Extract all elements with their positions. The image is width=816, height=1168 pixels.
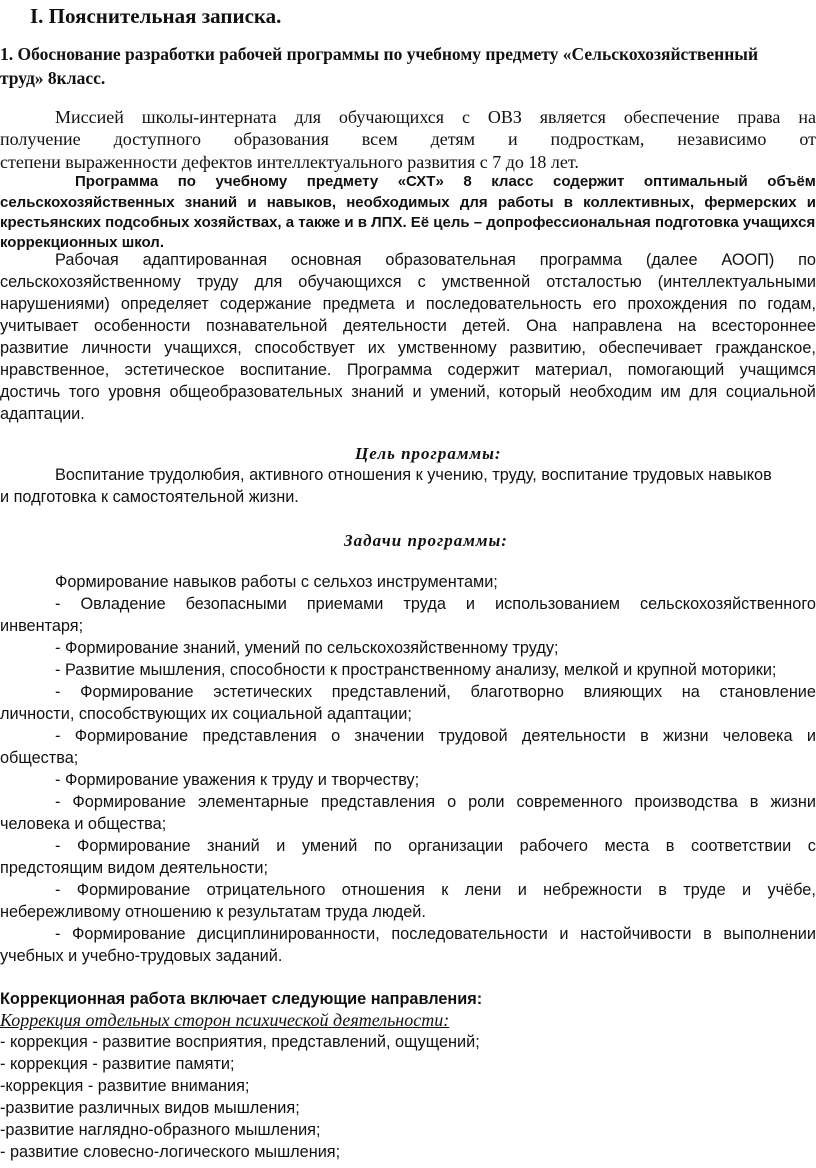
task-4: - Развитие мышления, способности к пространственному анализу, мелкой и крупной моторики; (55, 661, 777, 679)
word: его (592, 295, 617, 313)
task-2-line-2: инвентаря; (0, 617, 84, 635)
word: знаний (184, 194, 238, 211)
mission-line-2 (0, 129, 816, 150)
word: на (681, 683, 700, 701)
word: человека (722, 727, 793, 745)
task-7: - Формирование уважения к труду и творчеству; (55, 771, 420, 789)
word: отношения (341, 881, 425, 899)
tasks-heading: Задачи программы: (344, 531, 508, 550)
word: - (55, 793, 61, 811)
word: социальной (725, 383, 816, 401)
task-6-line-1 (55, 727, 816, 746)
word: навыков, (266, 194, 337, 211)
task-9-line-1 (55, 837, 816, 856)
word: учебному (215, 173, 288, 190)
word: в (703, 925, 712, 943)
word: на (798, 107, 816, 127)
word: детей. (462, 317, 511, 335)
correction-heading: Коррекционная работа включает следующие направления: (0, 990, 483, 1008)
word: фермерских (704, 194, 797, 211)
aoop-line-3 (0, 295, 816, 314)
word: Формирование (74, 727, 189, 745)
word: и (412, 383, 422, 401)
word: необходим (569, 383, 652, 401)
word: уровня (108, 383, 161, 401)
goal-line-1: Воспитание трудолюбия, активного отношения к учению, труду, воспитание трудовых навыков (55, 466, 772, 484)
word: их (367, 339, 386, 357)
word: представлений, (331, 683, 451, 701)
word: необходимых (346, 194, 450, 211)
task-10-line-2: небережливому отношению к результатам труда людей. (0, 903, 426, 921)
word: труда (403, 595, 446, 613)
word: влияющих (583, 683, 663, 701)
word: - (55, 925, 61, 943)
word: умений (301, 837, 358, 855)
correction-item: - коррекция - развитие памяти; (0, 1055, 235, 1073)
goal-line-2: и подготовка к самостоятельной жизни. (0, 488, 299, 506)
word: всем (361, 129, 398, 149)
word: по (738, 295, 757, 313)
word: им (660, 383, 681, 401)
word: выполнении (723, 925, 816, 943)
word: в (563, 194, 573, 211)
word: получение (0, 129, 81, 149)
word: учитывает (0, 317, 79, 335)
correction-item: -развитие наглядно-образного мышления; (0, 1121, 321, 1139)
word: труду (196, 273, 239, 291)
word: «СХТ» (397, 173, 444, 190)
word: является (539, 107, 606, 127)
word: Формирование (76, 837, 191, 855)
word: для (254, 273, 283, 291)
word: жизни (770, 793, 816, 811)
word: АООП) (721, 251, 775, 269)
word: (интеллектуальными (657, 273, 816, 291)
task-1: Формирование навыков работы с сельхоз инструментами; (55, 573, 498, 591)
section-heading-line2: труд» 8класс. (0, 68, 106, 88)
aoop-line-7 (0, 383, 816, 402)
word: основная (290, 251, 362, 269)
task-5-line-2: личности, способствующих их социальной адаптации; (0, 705, 412, 723)
word: Рабочая (55, 251, 119, 269)
word: современного (516, 793, 623, 811)
word: отсталостью (546, 273, 642, 291)
word: 8 (463, 173, 472, 190)
word: по (373, 837, 392, 855)
word: и (806, 194, 816, 211)
word: определяет (120, 295, 209, 313)
word: отрицательного (206, 881, 326, 899)
word: особенности (94, 317, 191, 335)
word: ОВЗ (487, 107, 522, 127)
word: места (604, 837, 650, 855)
word: в (665, 837, 675, 855)
task-6-line-2: общества; (0, 749, 79, 767)
word: сельскохозяйственного (640, 595, 816, 613)
word: Программа (75, 173, 159, 190)
word: и (806, 727, 816, 745)
word: эстетическое (124, 361, 225, 379)
word: Формирование (80, 683, 194, 701)
word: - (55, 683, 61, 701)
word: учёбе, (767, 881, 816, 899)
word: и (559, 925, 569, 943)
word: всестороннее (711, 317, 816, 335)
word: обучающихся (298, 273, 402, 291)
word: образовательная (385, 251, 516, 269)
aoop-line-2 (0, 273, 816, 292)
word: материал, (534, 361, 613, 379)
word: - (55, 837, 61, 855)
word: Формирование (72, 793, 186, 811)
word: и (247, 194, 257, 211)
task-2-line-1 (55, 595, 816, 614)
word: становление (719, 683, 816, 701)
mission-line-3: степени выраженности дефектов интеллектуального развития с 7 до 18 лет. (0, 152, 579, 172)
word: Она (526, 317, 557, 335)
program-line-4: коррекционных школ. (0, 234, 164, 251)
word: дисциплинированности, (197, 925, 380, 943)
word: воспитание. (239, 361, 332, 379)
word: класс (491, 173, 534, 190)
word: организации (408, 837, 504, 855)
word: умственной (441, 273, 531, 291)
word: адаптированная (142, 251, 268, 269)
program-line-1 (75, 173, 816, 190)
word: эстетических (213, 683, 313, 701)
word: учащимся (739, 361, 816, 379)
word: оптимальный (643, 173, 748, 190)
word: представления (320, 793, 436, 811)
word: - (55, 595, 61, 613)
goal-heading: Цель программы: (355, 444, 502, 463)
word: небрежности (543, 881, 642, 899)
word: сельскохозяйственных (0, 194, 175, 211)
word: о (447, 793, 457, 811)
program-line-2 (0, 194, 816, 211)
word: от (799, 129, 816, 149)
word: прохождения (627, 295, 728, 313)
word: производства (634, 793, 738, 811)
aoop-line-4 (0, 317, 816, 336)
correction-item: -развитие различных видов мышления; (0, 1099, 300, 1117)
correction-item: - развитие словесно-логического мышления; (0, 1143, 341, 1161)
word: который (498, 383, 561, 401)
word: подросткам, (550, 129, 645, 149)
task-10-line-1 (55, 881, 816, 900)
word: по (177, 173, 196, 190)
word: программа (539, 251, 623, 269)
word: лени (464, 881, 502, 899)
word: элементарные (197, 793, 309, 811)
word: обеспечивает (598, 339, 703, 357)
word: направлена (572, 317, 663, 335)
word: сельскохозяйственному (0, 273, 181, 291)
word: обучающихся (338, 107, 445, 127)
word: жизни (662, 727, 709, 745)
task-9-line-2: предстоящим видом деятельности; (0, 859, 268, 877)
word: в (749, 793, 759, 811)
word: на (677, 317, 696, 335)
word: обеспечение (623, 107, 720, 127)
word: с (461, 107, 470, 127)
task-8-line-1 (55, 793, 816, 812)
aoop-line-6 (0, 361, 816, 380)
word: и (465, 595, 476, 613)
correction-item: -коррекция - развитие внимания; (0, 1077, 250, 1095)
word: (далее (645, 251, 698, 269)
word: знаний (207, 837, 260, 855)
word: по (798, 251, 816, 269)
word: представления (202, 727, 317, 745)
mission-line-1 (55, 107, 816, 128)
word: Миссией (55, 107, 124, 127)
word: учащихся, (164, 339, 242, 357)
word: того (68, 383, 100, 401)
word: права (737, 107, 781, 127)
word: деятельности (521, 727, 626, 745)
word: школы-интерната (141, 107, 277, 127)
word: годам, (767, 295, 816, 313)
word: развитию, (509, 339, 586, 357)
word: общеобразовательных (169, 383, 343, 401)
word: предмета (322, 295, 395, 313)
word: развитие (0, 339, 69, 357)
word: помогающий (627, 361, 725, 379)
word: достичь (0, 383, 61, 401)
word: - (55, 727, 61, 745)
word: в (658, 881, 667, 899)
correction-item: - коррекция - развитие восприятия, представлений, ощущений; (0, 1033, 480, 1051)
word: и (276, 837, 286, 855)
word: деятельности (342, 317, 447, 335)
word: независимо (677, 129, 767, 149)
word: для (689, 383, 718, 401)
word: соответствии (690, 837, 792, 855)
word: коллективных, (583, 194, 695, 211)
word: образования (233, 129, 329, 149)
word: личности (81, 339, 152, 357)
word: труде (683, 881, 726, 899)
word: предмету (306, 173, 379, 190)
word: нравственное, (0, 361, 110, 379)
word: детям (430, 129, 476, 149)
section-heading-line1: 1. Обоснование разработки рабочей программы по учебному предмету «Сельскохозяйственный (0, 44, 759, 64)
word: содержит (553, 173, 625, 190)
aoop-line-1 (55, 251, 816, 270)
word: и (742, 881, 752, 899)
word: способствует (254, 339, 355, 357)
task-3: - Формирование знаний, умений по сельскохозяйственному труду; (55, 639, 559, 657)
word: содержит (447, 361, 520, 379)
word: к (441, 881, 449, 899)
word: и (507, 129, 518, 149)
word: объём (767, 173, 816, 190)
word: настойчивости (580, 925, 692, 943)
word: значении (354, 727, 425, 745)
word: для (294, 107, 321, 127)
word: нарушениями) (0, 295, 110, 313)
word: приемами (306, 595, 384, 613)
word: в (640, 727, 649, 745)
word: с (807, 837, 816, 855)
word: умений, (430, 383, 491, 401)
word: роли (468, 793, 505, 811)
word: и (405, 295, 415, 313)
word: Программа (346, 361, 433, 379)
word: рабочего (519, 837, 588, 855)
word: гражданское, (715, 339, 816, 357)
word: безопасными (185, 595, 287, 613)
word: Формирование (72, 925, 186, 943)
aoop-line-8: адаптации. (0, 405, 85, 423)
word: Овладение (80, 595, 166, 613)
word: - (55, 881, 61, 899)
word: с (417, 273, 426, 291)
program-line-3: крестьянских подсобных хозяйствах, а также и в ЛПХ. Её цель – допрофессиональная подготовка учащихся (0, 214, 816, 231)
word: благотворно (470, 683, 564, 701)
task-5-line-1 (55, 683, 816, 702)
word: и (517, 881, 527, 899)
task-8-line-2: человека и общества; (0, 815, 167, 833)
task-11-line-1 (55, 925, 816, 944)
word: работы (497, 194, 554, 211)
word: трудовой (438, 727, 508, 745)
word: доступного (113, 129, 202, 149)
word: Формирование (76, 881, 191, 899)
task-11-line-2: учебных и учебно-трудовых заданий. (0, 947, 283, 965)
word: использованием (495, 595, 620, 613)
word: познавательной (206, 317, 328, 335)
correction-subheading: Коррекция отдельных сторон психической деятельности: (0, 1010, 450, 1030)
word: знаний (351, 383, 404, 401)
word: для (459, 194, 488, 211)
word: о (331, 727, 341, 745)
word: умственному (397, 339, 497, 357)
document-title: I. Пояснительная записка. (30, 4, 282, 28)
word: последовательности (391, 925, 548, 943)
aoop-line-5 (0, 339, 816, 358)
word: содержание (219, 295, 312, 313)
word: последовательность (425, 295, 582, 313)
